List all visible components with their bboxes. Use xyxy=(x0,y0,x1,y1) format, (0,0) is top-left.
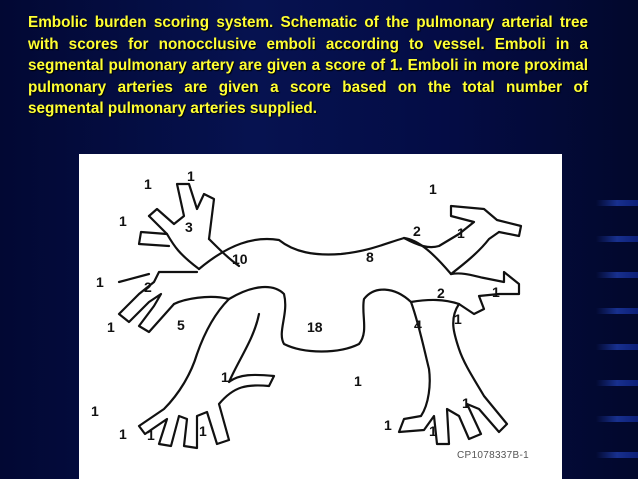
segment-score: 1 xyxy=(492,284,500,300)
pulmonary-tree-diagram xyxy=(79,154,562,479)
vessel-outline xyxy=(149,184,214,239)
vessel-outline xyxy=(174,297,229,304)
vessel-outline xyxy=(451,272,519,314)
vessel-outline xyxy=(411,300,459,304)
segment-scores xyxy=(91,168,500,443)
decorative-stripe xyxy=(596,308,638,314)
segment-score: 1 xyxy=(221,369,229,385)
segment-score: 1 xyxy=(96,274,104,290)
decorative-stripe xyxy=(596,200,638,206)
segment-score: 1 xyxy=(354,373,362,389)
main-pa-score: 18 xyxy=(307,319,323,335)
right-middle-score: 2 xyxy=(144,279,152,295)
decorative-stripe xyxy=(596,272,638,278)
segment-score: 1 xyxy=(429,423,437,439)
decorative-stripe xyxy=(596,236,638,242)
segment-score: 1 xyxy=(91,403,99,419)
segment-score: 1 xyxy=(187,168,195,184)
decorative-stripe xyxy=(596,380,638,386)
vessel-outline xyxy=(139,232,169,246)
segment-score: 1 xyxy=(147,427,155,443)
right-pa-score: 10 xyxy=(232,251,248,267)
left-pa-score: 8 xyxy=(366,249,374,265)
slide-caption: Embolic burden scoring system. Schematic of the pulmonary arterial tree with scores for nonocclusive emboli according to vessel. Emboli in a segmental pulmonary artery are given a score of 1. Emboli in more proximal pulmonary arteries are given a score based on the total number of segmental pulmonary arteries supplied. xyxy=(28,14,588,118)
vessel-outline xyxy=(119,272,197,332)
segment-score: 1 xyxy=(429,181,437,197)
left-lower-score: 4 xyxy=(414,317,422,333)
right-upper-score: 3 xyxy=(185,219,193,235)
segment-score: 1 xyxy=(457,225,465,241)
segment-score: 1 xyxy=(384,417,392,433)
segment-score: 1 xyxy=(107,319,115,335)
segment-score: 1 xyxy=(144,176,152,192)
figure-credit: CP1078337B-1 xyxy=(457,450,529,461)
segment-score: 1 xyxy=(119,426,127,442)
segment-score: 1 xyxy=(199,423,207,439)
segment-score: 1 xyxy=(119,213,127,229)
decorative-stripe xyxy=(596,452,638,458)
pulmonary-tree-figure xyxy=(79,154,562,479)
right-lower-score: 5 xyxy=(177,317,185,333)
segment-score: 1 xyxy=(454,311,462,327)
decorative-stripe xyxy=(596,344,638,350)
decorative-stripe xyxy=(596,416,638,422)
left-lingula-score: 2 xyxy=(437,285,445,301)
left-upper-score: 2 xyxy=(413,223,421,239)
segment-score: 1 xyxy=(462,395,470,411)
